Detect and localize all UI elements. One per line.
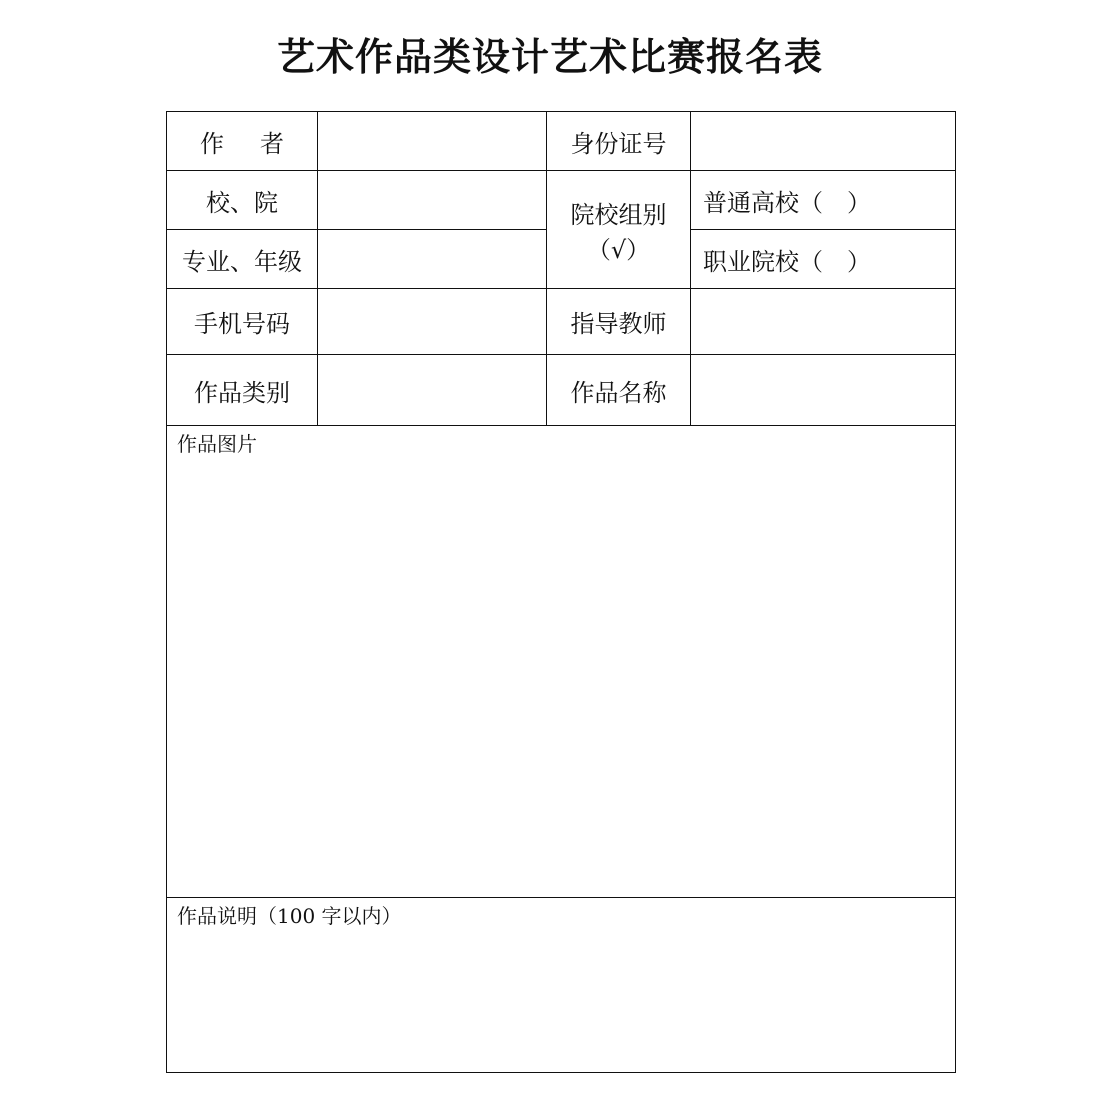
author-label — [167, 112, 318, 171]
work-image-area[interactable] — [167, 426, 956, 898]
school-label: 校、院 — [167, 171, 318, 230]
school-field[interactable] — [318, 171, 547, 230]
work-description-area[interactable] — [167, 898, 956, 1073]
category-field[interactable] — [318, 355, 547, 426]
school-group-label-title: 院校组别 — [570, 200, 667, 229]
registration-form-table — [166, 111, 956, 1073]
teacher-label: 指导教师 — [547, 289, 691, 355]
phone-label: 手机号码 — [167, 289, 318, 355]
teacher-field[interactable] — [691, 289, 956, 355]
major-grade-label: 专业、年级 — [167, 230, 318, 289]
author-field[interactable] — [318, 112, 547, 171]
option-vocational-college[interactable]: 职业院校（ ） — [691, 230, 956, 289]
school-group-label-check-hint: （√） — [586, 235, 651, 264]
work-name-label: 作品名称 — [547, 355, 691, 426]
category-label: 作品类别 — [167, 355, 318, 426]
work-description-label: 作品说明（100 字以内） — [177, 904, 402, 928]
work-name-field[interactable] — [691, 355, 956, 426]
id-number-field[interactable] — [691, 112, 956, 171]
phone-field[interactable] — [318, 289, 547, 355]
major-grade-field[interactable] — [318, 230, 547, 289]
author-label-char-2: 者 — [260, 129, 284, 158]
id-number-label: 身份证号 — [547, 112, 691, 171]
page-title: 艺术作品类设计艺术比赛报名表 — [276, 35, 823, 79]
school-group-label — [547, 171, 691, 289]
author-label-char-1: 作 — [200, 129, 224, 158]
work-image-label: 作品图片 — [177, 432, 257, 456]
option-general-university[interactable]: 普通高校（ ） — [691, 171, 956, 230]
